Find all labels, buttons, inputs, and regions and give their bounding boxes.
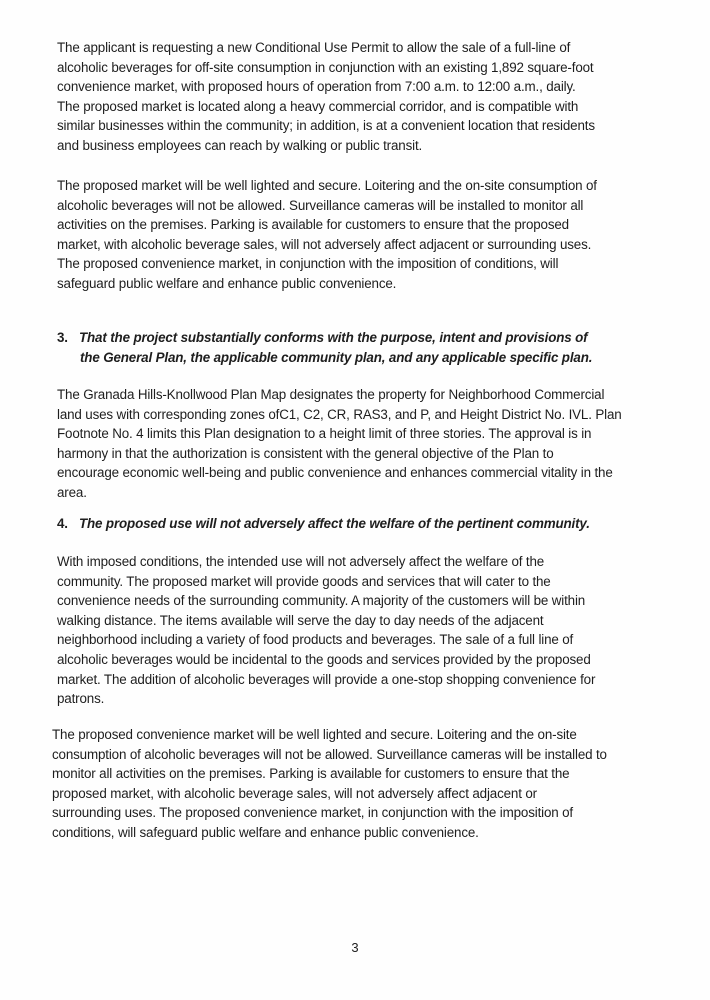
- text-line: surrounding uses. The proposed convenience market, in conjunction with the imposition of: [52, 805, 574, 821]
- text-line: convenience needs of the surrounding community. A majority of the customers will be within: [57, 593, 586, 609]
- text-line: conditions, will safeguard public welfare and enhance public convenience.: [52, 824, 479, 840]
- finding-title-line: the General Plan, the applicable community plan, and any applicable specific plan.: [80, 349, 593, 365]
- text-line: Footnote No. 4 limits this Plan designation to a height limit of three stories. The approval is in: [57, 426, 592, 442]
- finding-title-line: That the project substantially conforms with the purpose, intent and provisions of: [79, 330, 588, 345]
- finding-4-heading: [57, 514, 677, 534]
- text-line: The applicant is requesting a new Conditional Use Permit to allow the sale of a full-line of: [57, 40, 571, 55]
- text-line: alcoholic beverages for off-site consumption in conjunction with an existing 1,892 square-foot: [57, 59, 594, 75]
- text-line: monitor all activities on the premises. Parking is available for customers to ensure that the: [52, 766, 570, 782]
- text-line: The proposed convenience market, in conjunction with the imposition of conditions, will: [57, 256, 559, 272]
- text-line: and business employees can reach by walking or public transit.: [57, 137, 423, 153]
- text-line: safeguard public welfare and enhance public convenience.: [57, 275, 397, 291]
- text-line: The Granada Hills-Knollwood Plan Map designates the property for Neighborhood Commercial: [57, 387, 605, 402]
- paragraph-community-welfare: [57, 552, 677, 709]
- text-line: walking distance. The items available will serve the day to day needs of the adjacent: [57, 612, 544, 628]
- paragraph-security-2: [52, 725, 672, 843]
- text-line: The proposed convenience market will be well lighted and secure. Loitering and the on-site: [52, 727, 577, 742]
- text-line: proposed market, with alcoholic beverage sales, will not adversely affect adjacent or: [52, 785, 537, 801]
- text-line: alcoholic beverages would be incidental to the goods and services provided by the proposed: [57, 651, 591, 667]
- text-line: With imposed conditions, the intended use will not adversely affect the welfare of the: [57, 554, 545, 569]
- paragraph-cup-request: [57, 38, 677, 156]
- text-line: The proposed market is located along a heavy commercial corridor, and is compatible with: [57, 98, 579, 114]
- text-line: area.: [57, 484, 87, 500]
- text-line: market, with alcoholic beverage sales, will not adversely affect adjacent or surrounding uses.: [57, 236, 592, 252]
- text-line: alcoholic beverages will not be allowed. Surveillance cameras will be installed to monitor all: [57, 197, 584, 213]
- page-number: 3: [351, 940, 359, 955]
- text-line: harmony in that the authorization is consistent with the general objective of the Plan to: [57, 445, 554, 461]
- text-line: land uses with corresponding zones ofC1, C2, CR, RAS3, and P, and Height District No. IVL. Plan: [57, 406, 622, 422]
- text-line: patrons.: [57, 691, 105, 707]
- text-line: consumption of alcoholic beverages will not be allowed. Surveillance cameras will be installed to: [52, 746, 607, 762]
- text-line: convenience market, with proposed hours of operation from 7:00 a.m. to 12:00 a.m., daily.: [57, 79, 576, 95]
- paragraph-general-plan: [57, 385, 677, 503]
- text-line: similar businesses within the community; in addition, is at a convenient location that residents: [57, 118, 595, 134]
- text-line: community. The proposed market will provide goods and services that will cater to the: [57, 573, 551, 589]
- text-line: activities on the premises. Parking is available for customers to ensure that the proposed: [57, 217, 569, 233]
- finding-title-line: The proposed use will not adversely affect the welfare of the pertinent community.: [79, 516, 590, 531]
- text-line: market. The addition of alcoholic beverages will provide a one-stop shopping convenience for: [57, 671, 596, 687]
- text-line: encourage economic well-being and public convenience and enhances commercial vitality in the: [57, 465, 613, 481]
- paragraph-security: [57, 176, 677, 294]
- text-line: neighborhood including a variety of food products and beverages. The sale of a full line of: [57, 632, 574, 648]
- text-line: The proposed market will be well lighted and secure. Loitering and the on-site consumption of: [57, 178, 597, 193]
- finding-3-heading: [57, 328, 677, 367]
- finding-number: 4.: [57, 516, 68, 531]
- finding-number: 3.: [57, 330, 68, 345]
